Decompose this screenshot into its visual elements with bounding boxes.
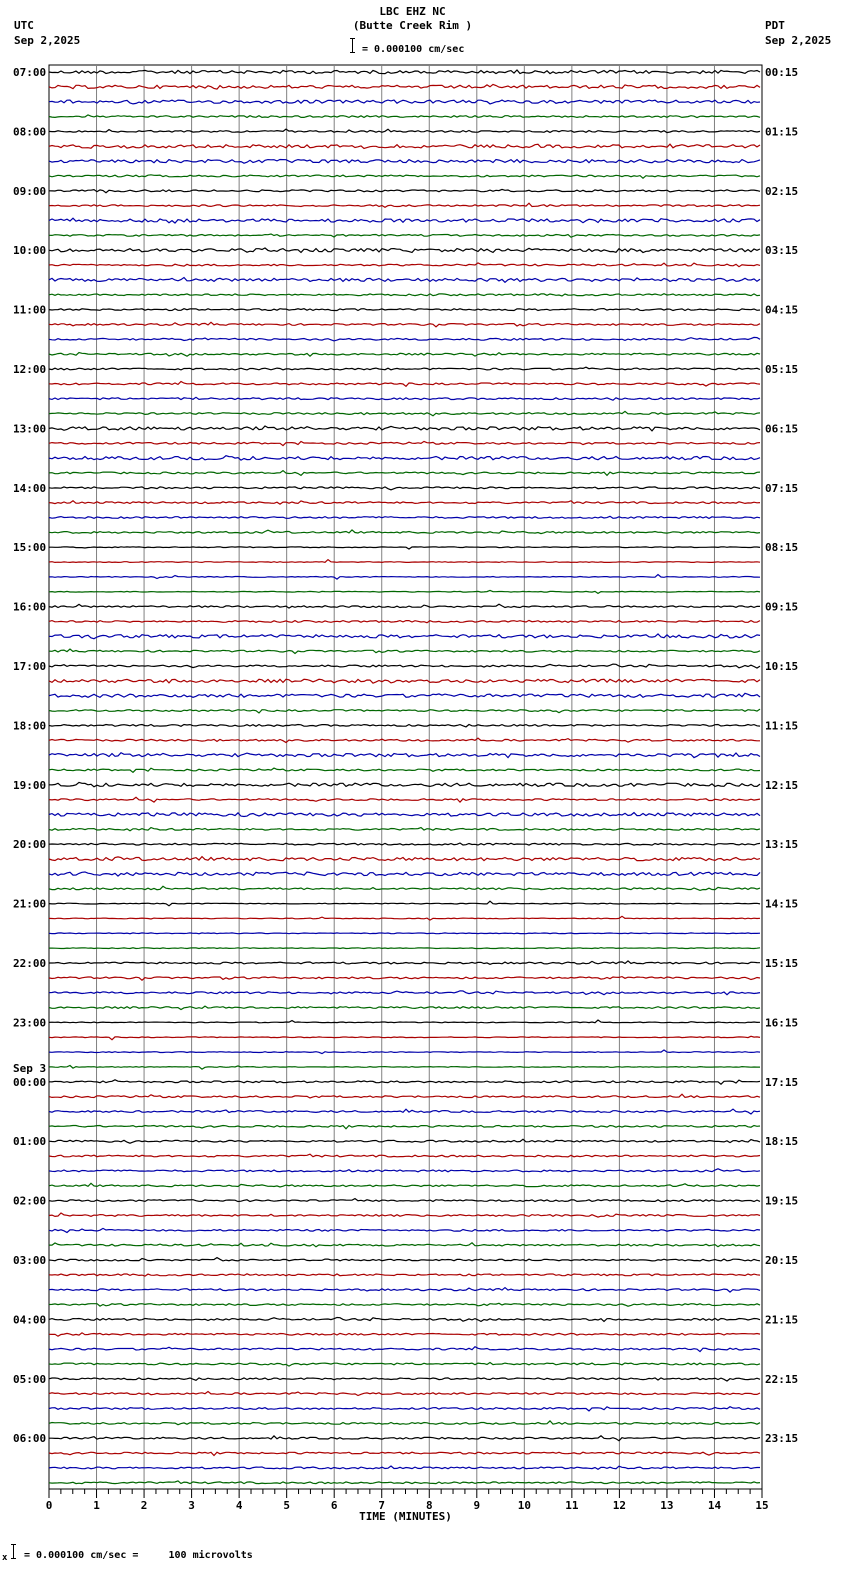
seismic-trace <box>49 679 760 683</box>
seismic-trace <box>49 604 760 608</box>
seismic-trace <box>49 1006 760 1009</box>
seismic-trace <box>49 115 760 118</box>
seismic-trace <box>49 160 760 164</box>
hour-label-utc: 22:00 <box>13 957 47 970</box>
x-tick-label: 2 <box>140 1499 148 1512</box>
seismic-trace <box>49 738 760 742</box>
x-tick-label: 8 <box>425 1499 433 1512</box>
hour-label-pdt: 22:15 <box>765 1372 799 1386</box>
seismic-trace <box>49 1109 760 1114</box>
seismic-trace <box>49 649 760 654</box>
hour-label-utc: 19:00 <box>13 778 47 792</box>
seismic-trace <box>49 353 760 357</box>
seismic-trace <box>49 693 760 697</box>
seismic-trace <box>49 1378 760 1381</box>
x-tick-label: 3 <box>188 1499 195 1512</box>
seismic-trace <box>49 322 760 327</box>
right-timezone: PDT <box>765 19 785 32</box>
seismic-trace <box>49 1258 760 1261</box>
station-location: (Butte Creek Rim ) <box>352 19 473 32</box>
seismic-trace <box>49 218 760 223</box>
x-tick-label: 11 <box>565 1499 579 1512</box>
seismic-trace <box>49 367 760 370</box>
left-date: Sep 2,2025 <box>14 34 81 47</box>
seismic-trace <box>49 189 760 192</box>
x-tick-label: 4 <box>235 1499 243 1512</box>
hour-label-pdt: 13:15 <box>765 838 799 852</box>
hour-label-pdt: 09:15 <box>765 600 799 614</box>
hour-label-utc: 09:00 <box>13 184 47 198</box>
hour-label-pdt: 00:15 <box>765 66 799 79</box>
hour-label-utc: 16:00 <box>13 600 47 614</box>
seismic-trace <box>49 70 760 74</box>
seismic-trace <box>49 1318 760 1322</box>
hour-label-pdt: 20:15 <box>765 1254 799 1267</box>
seismic-trace <box>49 441 760 445</box>
seismic-trace <box>49 664 760 668</box>
seismic-trace <box>49 294 760 296</box>
right-date: Sep 2,2025 <box>765 34 832 47</box>
seismic-trace <box>49 1452 760 1455</box>
seismic-trace <box>49 471 760 476</box>
seismic-trace <box>49 84 760 89</box>
seismic-trace <box>49 961 760 964</box>
hour-label-utc: 01:00 <box>13 1135 47 1149</box>
seismic-trace <box>49 100 760 104</box>
seismic-trace <box>49 901 760 906</box>
hour-label-utc: 23:00 <box>13 1016 47 1030</box>
seismic-trace <box>49 1169 760 1172</box>
seismic-trace <box>49 886 760 890</box>
seismic-trace <box>49 278 760 283</box>
seismic-trace <box>49 1243 760 1247</box>
seismic-trace <box>49 397 760 400</box>
seismic-trace <box>49 487 760 490</box>
seismic-trace <box>49 1288 760 1293</box>
hour-label-utc: 00:00 <box>13 1075 47 1089</box>
seismic-trace <box>49 547 760 549</box>
seismic-trace <box>49 575 760 580</box>
hour-label-pdt: 07:15 <box>765 481 799 495</box>
hour-label-utc: 21:00 <box>13 897 47 911</box>
left-timezone: UTC <box>14 19 34 32</box>
seismic-trace <box>49 1363 760 1367</box>
seismic-trace <box>49 1213 760 1217</box>
hour-label-pdt: 10:15 <box>765 660 799 673</box>
seismic-trace <box>49 1050 760 1054</box>
x-tick-label: 13 <box>660 1499 674 1512</box>
x-tick-label: 15 <box>755 1499 769 1512</box>
x-tick-label: 0 <box>45 1499 53 1512</box>
seismic-trace <box>49 560 760 563</box>
hour-label-pdt: 16:15 <box>765 1016 799 1030</box>
hour-label-utc: 10:00 <box>13 244 47 258</box>
seismic-trace <box>49 872 760 876</box>
seismic-trace <box>49 426 760 431</box>
seismic-trace <box>49 1139 760 1143</box>
seismic-trace <box>49 1094 760 1098</box>
seismic-trace <box>49 337 760 341</box>
hour-label-pdt: 06:15 <box>765 422 799 436</box>
seismic-trace <box>49 828 760 831</box>
hour-label-utc: 18:00 <box>13 719 47 733</box>
hour-label-utc: 05:00 <box>13 1372 47 1386</box>
seismic-trace <box>49 1392 760 1396</box>
seismic-trace <box>49 1421 760 1425</box>
hour-label-utc: 07:00 <box>13 66 47 79</box>
seismic-trace <box>49 516 760 518</box>
seismic-trace <box>49 248 760 253</box>
seismic-trace <box>49 933 760 934</box>
hour-label-pdt: 21:15 <box>765 1313 799 1327</box>
hour-label-utc: 06:00 <box>13 1432 47 1446</box>
seismic-trace <box>49 768 760 772</box>
seismic-trace <box>49 129 760 133</box>
hour-label-pdt: 01:15 <box>765 125 799 139</box>
seismic-trace <box>49 456 760 460</box>
seismic-trace <box>49 916 760 920</box>
hour-label-pdt: 03:15 <box>765 244 799 258</box>
hour-label-pdt: 23:15 <box>765 1432 799 1446</box>
hour-label-utc: 15:00 <box>13 541 47 555</box>
hour-label-utc: 14:00 <box>13 481 47 495</box>
seismic-trace <box>49 1183 760 1187</box>
x-tick-label: 14 <box>707 1499 722 1512</box>
seismic-trace <box>49 1407 760 1411</box>
x-tick-label: 7 <box>378 1499 386 1512</box>
date-change-label: Sep 3 <box>13 1061 47 1075</box>
seismic-trace <box>49 1466 760 1469</box>
hour-label-utc: 12:00 <box>13 363 47 376</box>
seismic-trace <box>49 977 760 981</box>
seismic-trace <box>49 1080 760 1084</box>
station-title: LBC EHZ NC <box>379 5 446 18</box>
hour-label-utc: 04:00 <box>13 1313 47 1327</box>
x-tick-label: 12 <box>612 1499 627 1512</box>
seismic-trace <box>49 620 760 622</box>
seismic-trace <box>49 1333 760 1336</box>
seismic-trace <box>49 309 760 311</box>
x-tick-label: 10 <box>517 1499 531 1512</box>
seismic-trace <box>49 797 760 802</box>
hour-label-utc: 03:00 <box>13 1254 47 1267</box>
seismic-trace <box>49 813 760 817</box>
seismic-trace <box>49 144 760 148</box>
seismic-trace <box>49 411 760 415</box>
x-tick-label: 5 <box>283 1499 290 1512</box>
seismic-trace <box>49 1199 760 1202</box>
seismic-trace <box>49 1436 760 1441</box>
x-tick-label: 1 <box>93 1499 100 1512</box>
seismic-trace <box>49 782 760 786</box>
seismic-trace <box>49 725 760 727</box>
seismic-trace <box>49 590 760 593</box>
seismic-trace <box>49 203 760 207</box>
seismic-trace <box>49 1036 760 1039</box>
seismic-trace <box>49 1228 760 1232</box>
hour-label-pdt: 19:15 <box>765 1194 799 1208</box>
hour-label-pdt: 12:15 <box>765 778 799 792</box>
seismic-trace <box>49 1303 760 1306</box>
hour-label-utc: 11:00 <box>13 303 47 317</box>
seismic-trace <box>49 843 760 845</box>
seismic-trace <box>49 1154 760 1157</box>
scale-label: = 0.000100 cm/sec <box>362 44 465 55</box>
hour-label-utc: 20:00 <box>13 838 47 852</box>
hour-label-pdt: 17:15 <box>765 1075 799 1089</box>
seismic-trace <box>49 530 760 534</box>
seismic-trace <box>49 1274 760 1276</box>
seismic-trace <box>49 948 760 949</box>
seismic-trace <box>49 1020 760 1023</box>
seismic-trace <box>49 991 760 995</box>
seismic-trace <box>49 263 760 267</box>
seismic-trace <box>49 382 760 387</box>
seismic-trace <box>49 857 760 861</box>
x-tick-label: 9 <box>473 1499 481 1512</box>
hour-label-pdt: 15:15 <box>765 957 799 970</box>
footer-prefix: x <box>2 1553 8 1563</box>
seismic-trace <box>49 175 760 178</box>
hour-label-pdt: 14:15 <box>765 897 799 911</box>
hour-label-pdt: 18:15 <box>765 1135 799 1149</box>
seismic-trace <box>49 501 760 504</box>
hour-label-pdt: 08:15 <box>765 541 799 555</box>
seismic-trace <box>49 1126 760 1129</box>
x-tick-label: 6 <box>330 1499 338 1512</box>
footer-scale-label: = 0.000100 cm/sec = 100 microvolts <box>24 1550 253 1561</box>
hour-label-pdt: 02:15 <box>765 184 799 198</box>
hour-label-utc: 13:00 <box>13 422 47 436</box>
hour-label-utc: 02:00 <box>13 1194 47 1208</box>
hour-label-pdt: 04:15 <box>765 303 799 317</box>
footer-scale-bar-icon <box>11 1544 16 1559</box>
hour-label-pdt: 11:15 <box>765 719 799 733</box>
seismic-trace <box>49 234 760 237</box>
x-axis-label: TIME (MINUTES) <box>359 1510 452 1523</box>
seismic-trace <box>49 753 760 758</box>
seismic-trace <box>49 1066 760 1070</box>
hour-label-utc: 17:00 <box>13 660 47 673</box>
hour-label-pdt: 05:15 <box>765 363 799 376</box>
seismic-trace <box>49 634 760 639</box>
seismic-trace <box>49 1347 760 1352</box>
hour-label-utc: 08:00 <box>13 125 47 139</box>
seismic-trace <box>49 1481 760 1484</box>
seismic-trace <box>49 709 760 713</box>
